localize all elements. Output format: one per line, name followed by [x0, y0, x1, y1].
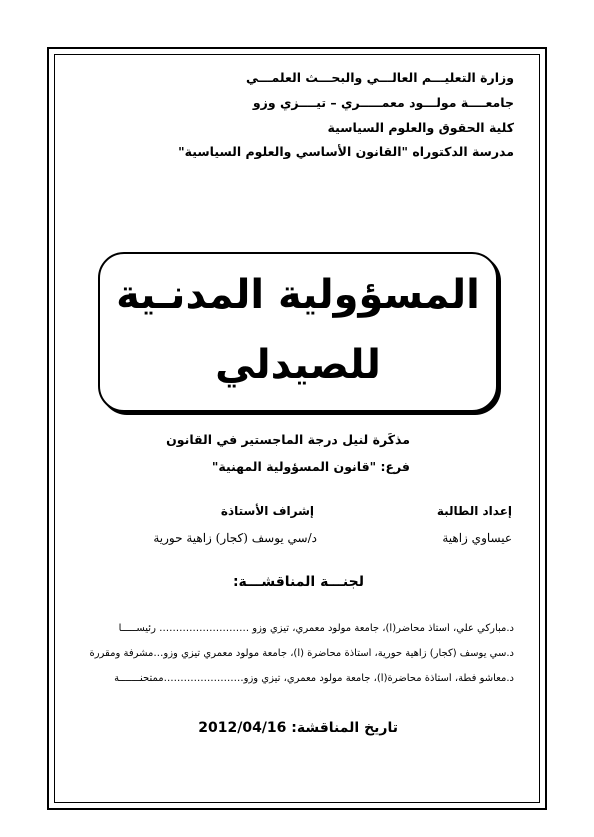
committee-title: لجنـــة المناقشـــة: — [232, 574, 364, 590]
title-box — [98, 252, 498, 412]
student-label: إعداد الطالبة — [436, 504, 512, 518]
thesis-title-line2: للصيدلي — [215, 342, 381, 388]
defense-date-value: 2012/04/16 — [198, 720, 287, 736]
faculty-line: كلية الحقوق والعلوم السياسية — [327, 120, 514, 135]
degree-line: مذكَرة لنيل درجة الماجستير في القانون — [166, 432, 410, 447]
committee-member-1: د.مباركي علي، أستاذ محاضر(أ)، جامعة مولود معمري، تيزي وزو ……………………… رئيســـــا — [118, 623, 514, 634]
university-line: جامعــــة مولـــود معمـــــري – تيــــزي وزو — [252, 95, 514, 110]
supervisor-name: د/سي يوسف (كجار) زاهية حورية — [153, 531, 317, 545]
branch-line: فرع: "قانون المسؤولية المهنية" — [211, 459, 410, 474]
committee-member-2: د.سي يوسف (كجار) زاهية حورية، أستاذة محاضرة (أ)، جامعة مولود معمري تيزي وزو…مشرفة ومقررة — [89, 648, 514, 659]
supervisor-label: إشراف الأستاذة — [220, 504, 314, 518]
ministry-line: وزارة التعليـــم العالـــي والبحـــث العلمـــي — [246, 70, 514, 85]
defense-date-label: تاريخ المناقشة: — [291, 720, 398, 736]
student-name: عيساوي زاهية — [442, 531, 512, 545]
thesis-title-line1: المسؤولية المدنـية — [116, 272, 480, 318]
committee-member-3: د.معاشو فطة، أستاذة محاضرة(أ)، جامعة مولود معمري، تيزي وزو……………………ممتحنـــــــة — [114, 673, 514, 684]
school-line: مدرسة الدكتوراه "القانون الأساسي والعلوم السياسية" — [178, 144, 514, 159]
page-border-inner — [54, 54, 540, 803]
defense-date — [198, 720, 398, 736]
